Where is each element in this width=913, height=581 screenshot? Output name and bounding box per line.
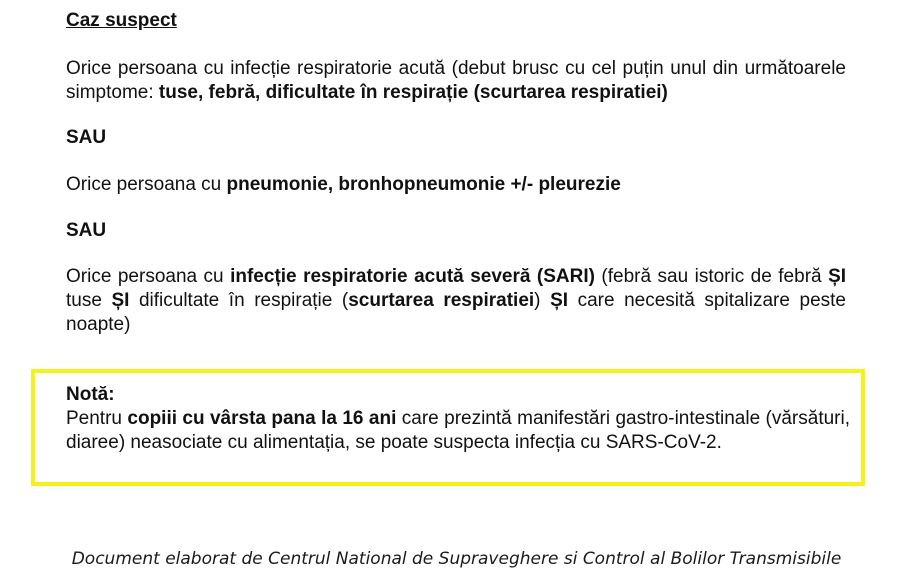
note-text-1: Pentru xyxy=(66,408,128,429)
criterion-3-text-3: tuse xyxy=(66,290,112,311)
suspect-criterion-1 xyxy=(66,57,846,105)
criterion-3-text-4: dificultate în respirație ( xyxy=(129,290,349,311)
suspect-criterion-3 xyxy=(66,265,846,337)
or-separator-2: SAU xyxy=(66,220,107,241)
suspect-criterion-2 xyxy=(66,173,846,197)
criterion-3-text-2: (febră sau istoric de febră xyxy=(594,266,829,287)
criterion-3-text-5: ) xyxy=(534,290,551,311)
footer-credit: Document elaborat de Centrul National de Supraveghere si Control al Bolilor Transmisibile xyxy=(71,549,842,569)
criterion-3-text-1: Orice persoana cu xyxy=(66,266,231,287)
criterion-3-and-2: ȘI xyxy=(111,290,130,311)
criterion-2-text: Orice persoana cu xyxy=(66,174,227,195)
criterion-3-sari: infecție respiratorie acută severă (SARI) xyxy=(230,266,595,287)
note-age-group: copiii cu vârsta pana la 16 ani xyxy=(127,408,397,429)
criterion-1-text: Orice persoana cu infecție respiratorie acută (debut brusc cu cel puțin unul din următoarele simptome: xyxy=(66,58,846,103)
page-title: Caz suspect xyxy=(66,10,177,31)
note-title: Notă: xyxy=(66,384,115,405)
or-separator-1: SAU xyxy=(66,127,107,148)
note-box xyxy=(31,369,865,486)
criterion-3-text-6: care necesită spitalizare peste noapte) xyxy=(66,290,846,335)
note-content xyxy=(66,383,850,455)
criterion-1-symptoms: tuse, febră, dificultate în respirație (scurtarea respiratiei) xyxy=(158,82,668,103)
criterion-3-shortness: scurtarea respiratiei xyxy=(348,290,535,311)
criterion-2-conditions: pneumonie, bronhopneumonie +/- pleurezie xyxy=(226,174,621,195)
note-text-2: care prezintă manifestări gastro-intestinale (vărsături, diaree) neasociate cu alimentația, se poate suspecta infecția cu SARS-CoV-2. xyxy=(66,408,850,453)
criterion-3-and-1: ȘI xyxy=(828,266,847,287)
criterion-3-and-3: ȘI xyxy=(550,290,569,311)
